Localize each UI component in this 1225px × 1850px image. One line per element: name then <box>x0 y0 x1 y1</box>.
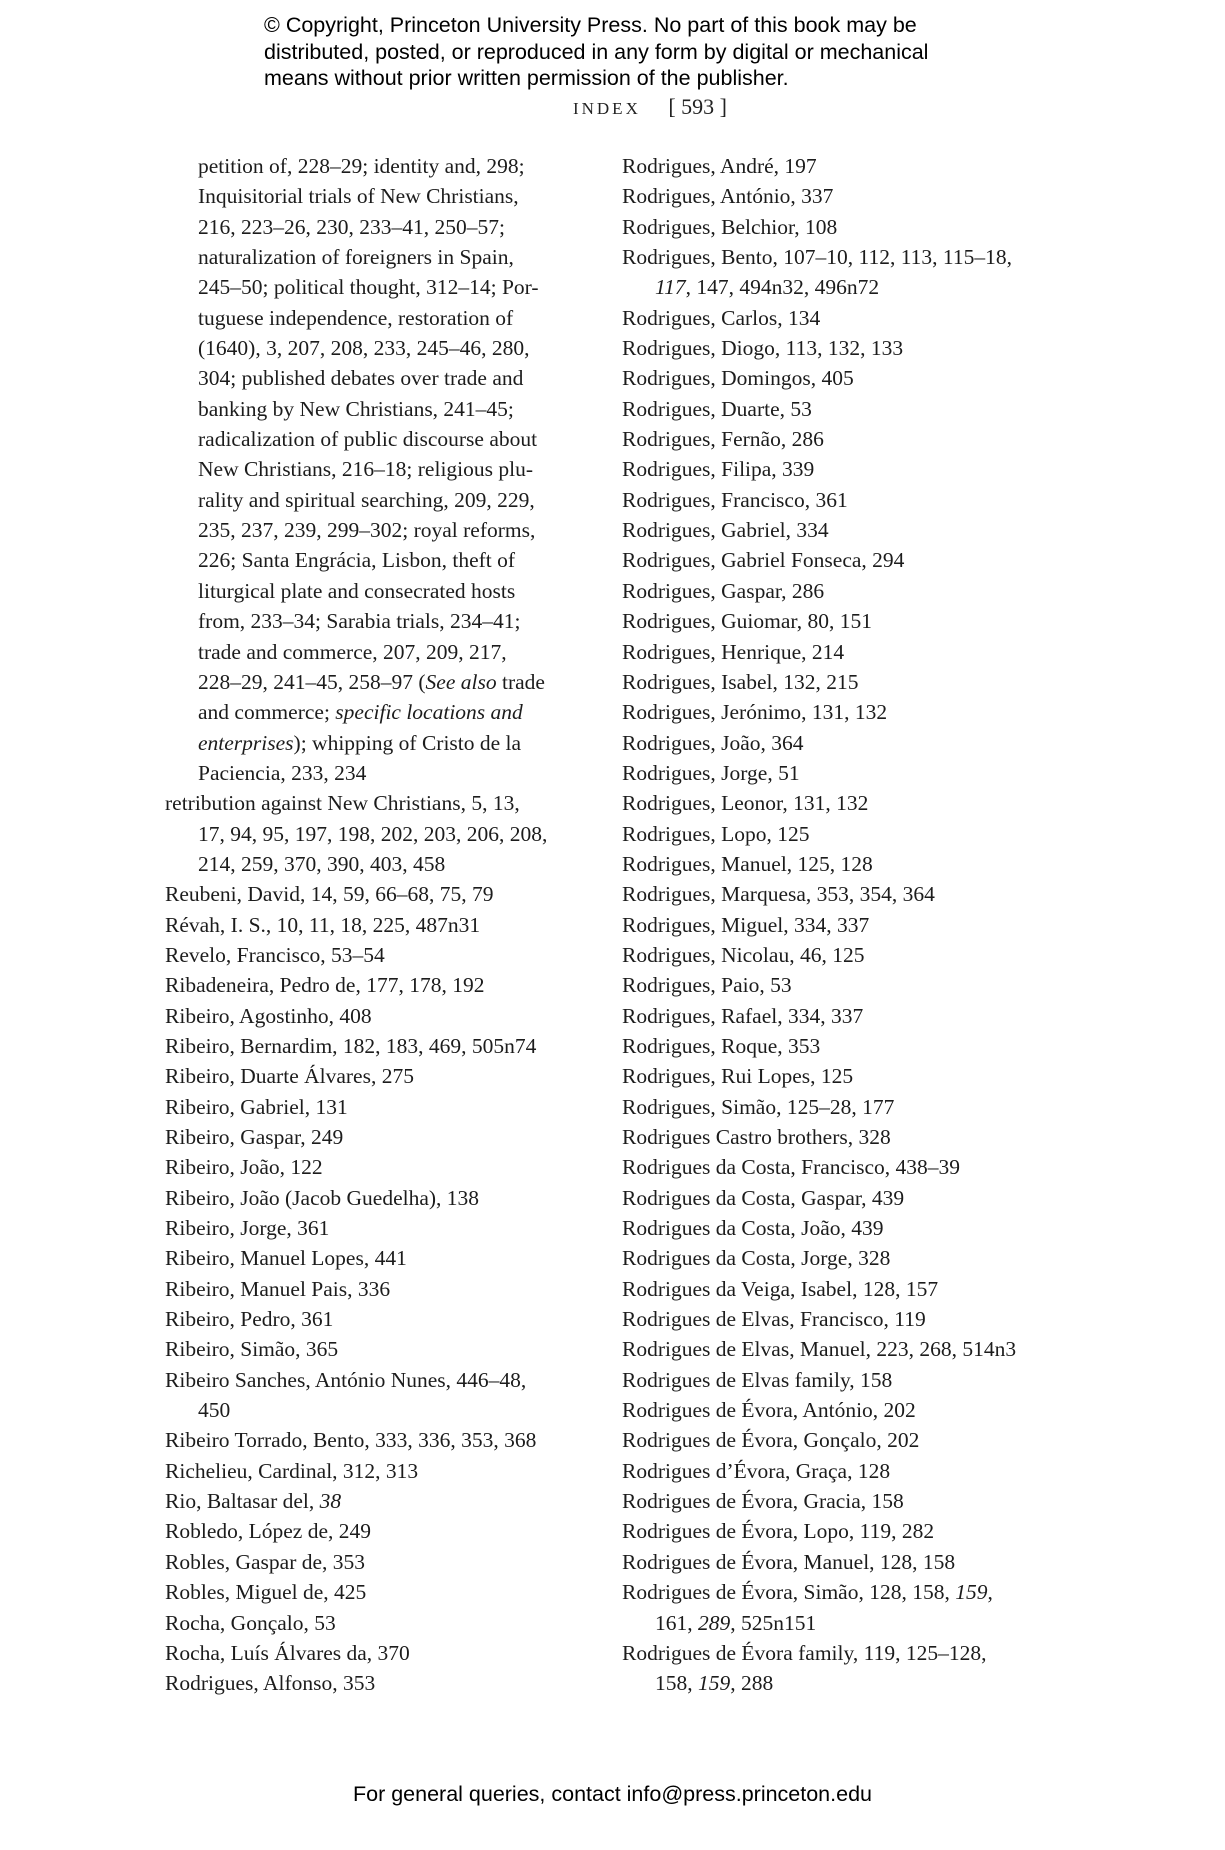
index-entry: naturalization of foreigners in Spain, <box>198 245 514 270</box>
running-head <box>0 94 1225 120</box>
index-entry: Ribeiro, Gabriel, 131 <box>165 1094 348 1119</box>
index-entry: tuguese independence, restoration of <box>198 305 514 330</box>
index-entry: Robledo, López de, 249 <box>165 1519 371 1544</box>
index-entry: from, 233–34; Sarabia trials, 234–41; <box>198 609 521 634</box>
index-entry: 214, 259, 370, 390, 403, 458 <box>198 851 446 876</box>
index-entry: Rodrigues de Évora, Lopo, 119, 282 <box>622 1519 935 1544</box>
index-entry: Ribeiro, Jorge, 361 <box>165 1216 330 1241</box>
footer-contact: For general queries, contact info@press.princeton.edu <box>352 1782 872 1806</box>
page-number: [ 593 ] <box>668 94 728 119</box>
index-entry: Rodrigues de Évora, Manuel, 128, 158 <box>622 1549 956 1574</box>
index-entry: Rodrigues, Carlos, 134 <box>622 305 821 330</box>
index-entry: trade and commerce, 207, 209, 217, <box>198 639 507 664</box>
index-entry: 17, 94, 95, 197, 198, 202, 203, 206, 208, <box>198 821 548 846</box>
index-entry: Rodrigues, Isabel, 132, 215 <box>622 669 859 694</box>
index-entry: Ribeiro, Pedro, 361 <box>165 1307 334 1332</box>
index-entry: Rodrigues de Elvas, Francisco, 119 <box>622 1307 926 1332</box>
index-entry: Rodrigues, Gabriel Fonseca, 294 <box>622 548 905 573</box>
index-entry: Ribeiro, João (Jacob Guedelha), 138 <box>165 1185 480 1210</box>
index-entry: radicalization of public discourse about <box>198 427 538 452</box>
index-entry: Rodrigues, Roque, 353 <box>622 1033 821 1058</box>
index-entry: Rio, Baltasar del, 38 <box>165 1489 342 1514</box>
index-entry: Rodrigues, Diogo, 113, 132, 133 <box>622 336 904 361</box>
index-entry: 304; published debates over trade and <box>198 366 524 391</box>
index-entry: 161, 289, 525n151 <box>655 1610 817 1635</box>
index-entry: 158, 159, 288 <box>655 1671 774 1696</box>
index-entry: 216, 223–26, 230, 233–41, 250–57; <box>198 214 505 239</box>
index-entry: Rodrigues, Miguel, 334, 337 <box>622 912 870 937</box>
index-entry: Rodrigues, Nicolau, 46, 125 <box>622 942 865 967</box>
index-entry: Rodrigues, Fernão, 286 <box>622 427 824 452</box>
index-entry: Rodrigues da Costa, João, 439 <box>622 1216 884 1241</box>
index-entry: Ribeiro, João, 122 <box>165 1155 323 1180</box>
index-entry: Rodrigues, Alfonso, 353 <box>165 1671 376 1696</box>
index-entry: Rodrigues, Lopo, 125 <box>622 821 810 846</box>
index-entry: Rodrigues, Jerónimo, 131, 132 <box>622 700 888 725</box>
index-entry: Robles, Gaspar de, 353 <box>165 1549 366 1574</box>
index-entry: Rodrigues de Évora, António, 202 <box>622 1398 916 1423</box>
index-entry: 450 <box>198 1398 231 1423</box>
index-entry: Rodrigues, Francisco, 361 <box>622 487 848 512</box>
index-entry: Rodrigues Castro brothers, 328 <box>622 1125 891 1149</box>
index-entry: Ribeiro, Duarte Álvares, 275 <box>165 1064 414 1089</box>
index-entry: Rodrigues, Leonor, 131, 132 <box>622 791 869 816</box>
index-entry: Rodrigues, António, 337 <box>622 184 834 209</box>
index-entry: liturgical plate and consecrated hosts <box>198 578 516 603</box>
index-entry: retribution against New Christians, 5, 13, <box>165 791 520 816</box>
index-entry: Rodrigues de Évora, Simão, 128, 158, 159, <box>622 1580 993 1605</box>
index-entry: Rodrigues, Domingos, 405 <box>622 366 854 391</box>
index-entry: Rodrigues, Manuel, 125, 128 <box>622 851 873 876</box>
index-entry: Rodrigues de Elvas, Manuel, 223, 268, 514n3 <box>622 1337 1017 1362</box>
index-entry: Rodrigues, Gaspar, 286 <box>622 578 825 603</box>
index-entry: 228–29, 241–45, 258–97 (See also trade <box>198 669 545 694</box>
index-entry: Rodrigues de Évora, Gonçalo, 202 <box>622 1428 920 1453</box>
index-entry: 245–50; political thought, 312–14; Por- <box>198 275 539 300</box>
index-entry: Ribeiro, Agostinho, 408 <box>165 1003 372 1028</box>
index-entry: 235, 237, 239, 299–302; royal reforms, <box>198 518 536 543</box>
index-entry: Paciencia, 233, 234 <box>198 760 367 785</box>
index-entry: Inquisitorial trials of New Christians, <box>198 184 519 209</box>
index-entry: rality and spiritual searching, 209, 229, <box>198 487 535 512</box>
index-entry: Ribeiro, Bernardim, 182, 183, 469, 505n74 <box>165 1033 537 1058</box>
index-entry: (1640), 3, 207, 208, 233, 245–46, 280, <box>198 336 530 361</box>
index-entry: Rodrigues, André, 197 <box>622 154 817 178</box>
index-entry: Ribadeneira, Pedro de, 177, 178, 192 <box>165 973 485 998</box>
index-entry: Rodrigues, Bento, 107–10, 112, 113, 115–18, <box>622 245 1012 270</box>
index-entry: Rodrigues, Rafael, 334, 337 <box>622 1003 864 1028</box>
index-entry: New Christians, 216–18; religious plu- <box>198 457 534 482</box>
index-entry: Rodrigues, Guiomar, 80, 151 <box>622 609 872 634</box>
index-entry: Rodrigues, Gabriel, 334 <box>622 518 829 543</box>
index-entry: Rodrigues, Paio, 53 <box>622 973 792 998</box>
index-entry: Rodrigues da Costa, Jorge, 328 <box>622 1246 891 1271</box>
index-column-left <box>165 151 585 1699</box>
index-entry: Reubeni, David, 14, 59, 66–68, 75, 79 <box>165 882 494 907</box>
index-entry: Rodrigues de Évora family, 119, 125–128, <box>622 1640 987 1665</box>
index-entry: Rodrigues, Duarte, 53 <box>622 396 812 421</box>
index-entry: Ribeiro, Manuel Lopes, 441 <box>165 1246 407 1271</box>
index-entry: Rodrigues da Costa, Francisco, 438–39 <box>622 1155 960 1180</box>
index-entry: Ribeiro Sanches, António Nunes, 446–48, <box>165 1367 527 1392</box>
index-entry: Rodrigues, Jorge, 51 <box>622 760 800 785</box>
index-entry: Rodrigues da Costa, Gaspar, 439 <box>622 1185 905 1210</box>
index-entry: Ribeiro Torrado, Bento, 333, 336, 353, 368 <box>165 1428 537 1453</box>
index-entry: Ribeiro, Simão, 365 <box>165 1337 339 1362</box>
index-entry: 226; Santa Engrácia, Lisbon, theft of <box>198 548 516 573</box>
index-entry: petition of, 228–29; identity and, 298; <box>198 154 525 178</box>
index-entry: Richelieu, Cardinal, 312, 313 <box>165 1458 419 1483</box>
copyright-line: distributed, posted, or reproduced in any form by digital or mechanical <box>264 39 929 64</box>
index-entry: Revelo, Francisco, 53–54 <box>165 942 385 967</box>
index-entry: Rodrigues, João, 364 <box>622 730 804 755</box>
copyright-line: © Copyright, Princeton University Press. No part of this book may be <box>264 13 917 37</box>
index-entry: Ribeiro, Manuel Pais, 336 <box>165 1276 391 1301</box>
index-entry: Rodrigues da Veiga, Isabel, 128, 157 <box>622 1276 939 1301</box>
index-entry: Rodrigues, Marquesa, 353, 354, 364 <box>622 882 935 907</box>
index-entry: Rocha, Gonçalo, 53 <box>165 1610 336 1635</box>
index-entry: and commerce; specific locations and <box>198 700 523 725</box>
index-entry: Rodrigues, Henrique, 214 <box>622 639 845 664</box>
index-entry: Rodrigues, Simão, 125–28, 177 <box>622 1094 895 1119</box>
index-entry: Rodrigues, Filipa, 339 <box>622 457 815 482</box>
index-entry: Ribeiro, Gaspar, 249 <box>165 1125 344 1149</box>
index-entry: Rodrigues de Évora, Gracia, 158 <box>622 1489 904 1514</box>
index-entry: Rodrigues, Rui Lopes, 125 <box>622 1064 854 1089</box>
running-head-label: INDEX <box>572 99 641 118</box>
index-entry: Révah, I. S., 10, 11, 18, 225, 487n31 <box>165 912 481 937</box>
copyright-line: means without prior written permission of the publisher. <box>264 66 789 90</box>
index-entry: Rodrigues d’Évora, Graça, 128 <box>622 1458 891 1483</box>
index-entry: Robles, Miguel de, 425 <box>165 1580 367 1605</box>
copyright-notice <box>264 12 1024 92</box>
index-entry: enterprises); whipping of Cristo de la <box>198 730 522 755</box>
index-entry: Rodrigues, Belchior, 108 <box>622 214 838 239</box>
index-column-right <box>622 151 1042 1699</box>
index-entry: Rocha, Luís Álvares da, 370 <box>165 1640 410 1665</box>
index-entry: Rodrigues de Elvas family, 158 <box>622 1367 893 1392</box>
index-entry: banking by New Christians, 241–45; <box>198 396 514 421</box>
index-entry: 117, 147, 494n32, 496n72 <box>655 275 880 300</box>
